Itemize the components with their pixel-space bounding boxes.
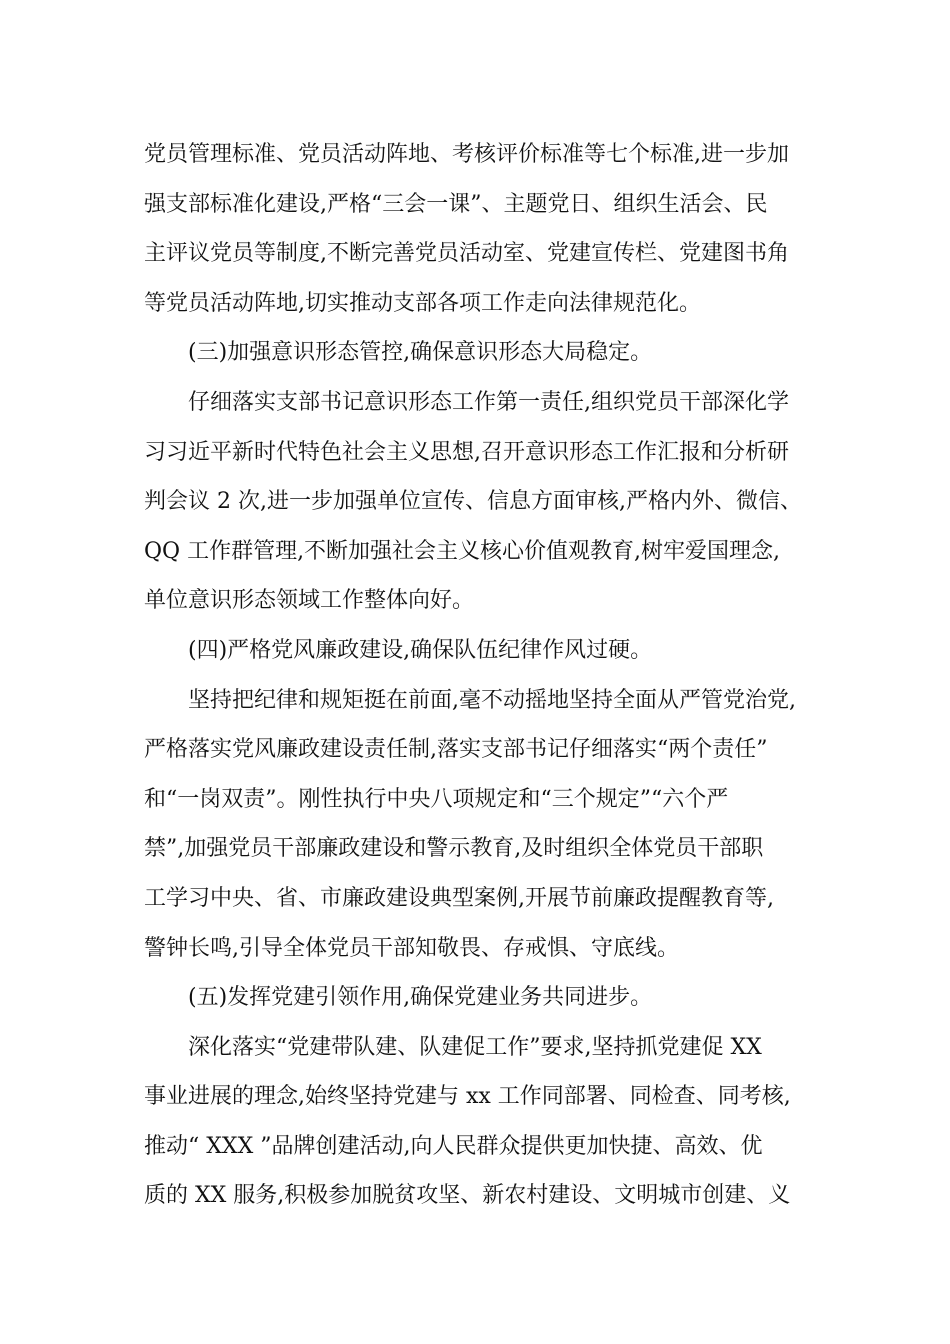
document-body bbox=[144, 130, 834, 1221]
text-line: 单位意识形态领域工作整体向好。 bbox=[144, 588, 475, 614]
text-line: 事业进展的理念,始终坚持党建与 xx 工作同部署、同检查、同考核, bbox=[144, 1084, 791, 1110]
text-line: QQ 工作群管理,不断加强社会主义核心价值观教育,树牢爱国理念, bbox=[144, 538, 781, 564]
text-line: 仔细落实支部书记意识形态工作第一责任,组织党员干部深化学 bbox=[188, 389, 789, 415]
text-line: 深化落实“党建带队建、队建促工作”要求,坚持抓党建促 XX bbox=[188, 1034, 762, 1060]
text-line: 强支部标准化建设,严格“三会一课”、主题党日、组织生活会、民 bbox=[144, 191, 768, 217]
text-line: 警钟长鸣,引导全体党员干部知敬畏、存戒惧、守底线。 bbox=[144, 935, 679, 961]
text-line: (五)发挥党建引领作用,确保党建业务共同进步。 bbox=[188, 985, 653, 1011]
text-line: 等党员活动阵地,切实推动支部各项工作走向法律规范化。 bbox=[144, 290, 701, 316]
text-line: 判会议 2 次,进一步加强单位宣传、信息方面审核,严格内外、微信、 bbox=[144, 489, 802, 515]
text-line: 工学习中央、省、市廉政建设典型案例,开展节前廉政提醒教育等, bbox=[144, 885, 774, 911]
text-line: 习习近平新时代特色社会主义思想,召开意识形态工作汇报和分析研 bbox=[144, 439, 789, 465]
text-line: 推动“ XXX ”品牌创建活动,向人民群众提供更加快捷、高效、优 bbox=[144, 1133, 763, 1159]
text-line: 和“一岗双责”。刚性执行中央八项规定和“三个规定”“六个严 bbox=[144, 786, 729, 812]
text-line: 禁”,加强党员干部廉政建设和警示教育,及时组织全体党员干部职 bbox=[144, 836, 764, 862]
text-line: (三)加强意识形态管控,确保意识形态大局稳定。 bbox=[188, 340, 653, 366]
text-line: 主评议党员等制度,不断完善党员活动室、党建宣传栏、党建图书角 bbox=[144, 241, 789, 267]
text-line: 党员管理标准、党员活动阵地、考核评价标准等七个标准,进一步加 bbox=[144, 142, 789, 167]
text-line: (四)严格党风廉政建设,确保队伍纪律作风过硬。 bbox=[188, 637, 653, 663]
text-line: 坚持把纪律和规矩挺在前面,毫不动摇地坚持全面从严管党治党, bbox=[188, 687, 796, 713]
text-line: 严格落实党风廉政建设责任制,落实支部书记仔细落实“两个责任” bbox=[144, 737, 768, 763]
text-line: 质的 XX 服务,积极参加脱贫攻坚、新农村建设、文明城市创建、义 bbox=[144, 1183, 791, 1209]
